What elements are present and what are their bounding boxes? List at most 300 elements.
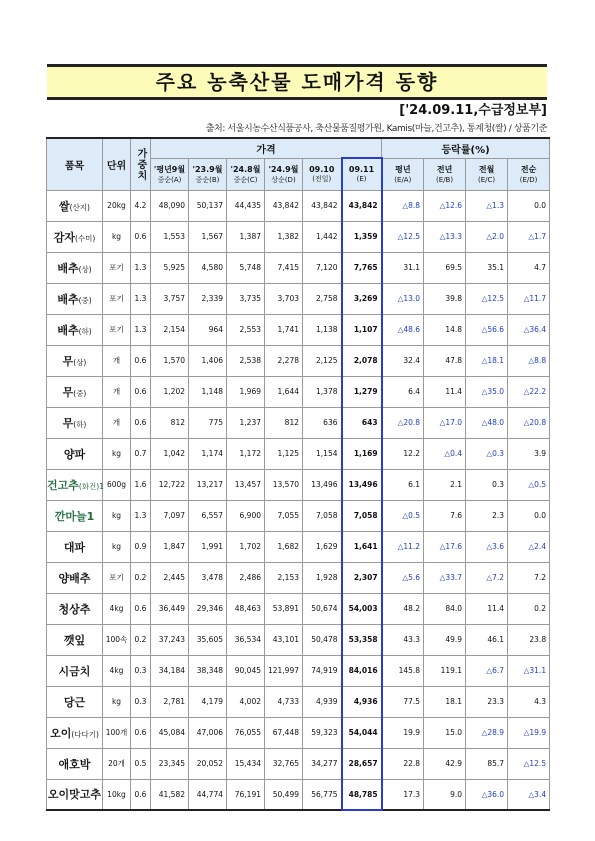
rate-cell: △0.3 [466,438,508,469]
rate-cell: △3.6 [466,531,508,562]
rate-cell: 17.3 [382,779,424,810]
item-sub: (화건)1 [78,481,105,491]
price-cell: 1,682 [265,531,303,562]
price-cell: 1,378 [303,376,342,407]
header-rate-line2: (E/D) [519,176,538,184]
price-cell: 1,237 [227,407,265,438]
item-name [47,717,103,748]
rate-cell: △20.8 [382,407,424,438]
unit-cell: 포기 [103,252,131,283]
table-row [47,407,550,438]
unit-cell: kg [103,221,131,252]
unit-cell: 20개 [103,748,131,779]
price-cell: 36,534 [227,624,265,655]
price-cell: 1,702 [227,531,265,562]
price-cell: 43,842 [265,190,303,221]
price-cell: 1,847 [151,531,189,562]
header-rate-line1: 전순 [520,165,537,174]
item-name [47,655,103,686]
price-cell: 38,348 [189,655,227,686]
rate-cell: 4.3 [508,686,550,717]
weight-cell: 4.2 [131,190,151,221]
table-row [47,562,550,593]
unit-cell: 10kg [103,779,131,810]
price-cell: 7,058 [342,500,382,531]
unit-cell: 20kg [103,190,131,221]
unit-cell: 포기 [103,562,131,593]
price-cell: 3,757 [151,283,189,314]
unit-cell: 600g [103,469,131,500]
rate-cell: 3.9 [508,438,550,469]
price-cell: 37,243 [151,624,189,655]
price-cell: 32,765 [265,748,303,779]
header-price-line1: '24.8월 [230,164,261,174]
rate-cell: 48.2 [382,593,424,624]
rate-cell: △0.5 [508,469,550,500]
price-cell: 4,002 [227,686,265,717]
price-cell: 121,997 [265,655,303,686]
price-cell: 13,217 [189,469,227,500]
item-sub: (중) [73,388,87,398]
item-name [47,779,103,810]
price-cell: 1,279 [342,376,382,407]
item-sub: (상) [73,357,87,367]
item-label: 깐마늘1 [54,509,95,523]
price-cell: 48,785 [342,779,382,810]
price-cell: 2,078 [342,345,382,376]
price-cell: 2,538 [227,345,265,376]
price-cell: 59,323 [303,717,342,748]
price-cell: 1,107 [342,314,382,345]
weight-cell: 1.3 [131,500,151,531]
price-cell: 1,641 [342,531,382,562]
rate-cell: 39.8 [424,283,466,314]
item-label: 무 [62,385,74,399]
item-name [47,562,103,593]
price-cell: 1,169 [342,438,382,469]
price-cell: 4,733 [265,686,303,717]
rate-cell: △0.5 [382,500,424,531]
header-rate-line2: (E/B) [436,176,454,184]
header-rate-line1: 전월 [478,165,495,174]
price-cell: 36,449 [151,593,189,624]
price-cell: 3,735 [227,283,265,314]
weight-cell: 0.5 [131,748,151,779]
header-rate-line1: 전년 [436,165,453,174]
unit-cell: 개 [103,345,131,376]
header-unit: 단위 [103,138,131,190]
item-label: 오이맛고추 [47,788,102,802]
unit-cell: 4kg [103,593,131,624]
price-cell: 50,674 [303,593,342,624]
rate-cell: △5.6 [382,562,424,593]
header-price-line1: '평년9월 [153,164,186,174]
price-cell: 1,042 [151,438,189,469]
item-sub: (수미) [74,233,96,243]
header-price-line1: '23.9월 [192,164,223,174]
price-cell: 1,570 [151,345,189,376]
header-price-col [227,158,265,190]
rate-cell: 7.6 [424,500,466,531]
weight-cell: 1.3 [131,252,151,283]
item-name [47,469,103,500]
price-cell: 2,153 [265,562,303,593]
price-cell: 47,006 [189,717,227,748]
item-name [47,748,103,779]
header-price-line2: 중순(C) [233,175,258,184]
rate-cell: 145.8 [382,655,424,686]
header-rate-line2: (E/C) [478,176,496,184]
rate-cell: △12.5 [466,283,508,314]
weight-cell: 0.7 [131,438,151,469]
price-cell: 1,387 [227,221,265,252]
rate-cell: △19.9 [508,717,550,748]
price-cell: 4,939 [303,686,342,717]
price-table [46,137,550,811]
price-cell: 2,486 [227,562,265,593]
item-name [47,686,103,717]
rate-cell: 85.7 [466,748,508,779]
item-label: 청상추 [58,602,91,616]
price-cell: 6,557 [189,500,227,531]
weight-cell: 0.6 [131,593,151,624]
price-cell: 53,358 [342,624,382,655]
price-cell: 45,084 [151,717,189,748]
item-sub: (하) [73,419,87,429]
item-sub: (중) [78,295,92,305]
price-cell: 29,346 [189,593,227,624]
rate-cell: △48.0 [466,407,508,438]
price-cell: 2,125 [303,345,342,376]
price-cell: 1,174 [189,438,227,469]
rate-cell: △36.4 [508,314,550,345]
rate-cell: △12.6 [424,190,466,221]
weight-cell: 0.6 [131,221,151,252]
price-cell: 1,382 [265,221,303,252]
rate-cell: 23.3 [466,686,508,717]
price-cell: 964 [189,314,227,345]
unit-cell: kg [103,500,131,531]
item-label: 당근 [63,695,86,709]
price-cell: 812 [265,407,303,438]
rate-cell: △17.6 [424,531,466,562]
rate-cell: 119.1 [424,655,466,686]
item-name [47,345,103,376]
header-rate-group: 등락률(%) [382,138,550,158]
item-name [47,283,103,314]
header-price-col [303,158,342,190]
rate-cell: 0.0 [508,190,550,221]
rate-cell: 23.8 [508,624,550,655]
price-cell: 1,991 [189,531,227,562]
item-label: 배추 [57,323,79,337]
header-price-line2: 상순(D) [271,175,296,184]
unit-cell: 포기 [103,283,131,314]
header-rate-col [382,158,424,190]
header-rate-line1: 평년 [395,165,411,174]
rate-cell: △12.5 [508,748,550,779]
rate-cell: △13.3 [424,221,466,252]
price-cell: 7,415 [265,252,303,283]
price-cell: 636 [303,407,342,438]
table-row [47,283,550,314]
unit-cell: 4kg [103,655,131,686]
price-cell: 90,045 [227,655,265,686]
item-label: 무 [62,354,74,368]
weight-cell: 0.6 [131,376,151,407]
price-cell: 1,969 [227,376,265,407]
price-cell: 43,101 [265,624,303,655]
rate-cell: 6.1 [382,469,424,500]
rate-cell: △1.7 [508,221,550,252]
header-price-col [189,158,227,190]
price-cell: 54,044 [342,717,382,748]
rate-cell: 9.0 [424,779,466,810]
header-item: 품목 [47,138,103,190]
price-cell: 54,003 [342,593,382,624]
price-cell: 48,090 [151,190,189,221]
rate-cell: 31.1 [382,252,424,283]
item-name [47,190,103,221]
rate-cell: △3.4 [508,779,550,810]
price-cell: 1,629 [303,531,342,562]
price-cell: 1,359 [342,221,382,252]
table-row [47,624,550,655]
price-cell: 4,179 [189,686,227,717]
header-price-group: 가격 [151,138,382,158]
item-label: 배추 [57,292,79,306]
rate-cell: △2.0 [466,221,508,252]
price-cell: 50,478 [303,624,342,655]
item-sub: (상) [78,264,92,274]
header-price-line1: 09.11 [348,165,375,175]
weight-cell: 0.3 [131,686,151,717]
weight-cell: 0.9 [131,531,151,562]
price-cell: 1,202 [151,376,189,407]
price-cell: 41,582 [151,779,189,810]
price-cell: 1,148 [189,376,227,407]
price-cell: 43,842 [303,190,342,221]
rate-cell: 12.2 [382,438,424,469]
price-cell: 44,774 [189,779,227,810]
price-cell: 1,406 [189,345,227,376]
unit-cell: 개 [103,407,131,438]
rate-cell: △18.1 [466,345,508,376]
header-rate-col [424,158,466,190]
price-cell: 1,553 [151,221,189,252]
item-name [47,593,103,624]
table-row [47,500,550,531]
price-cell: 2,758 [303,283,342,314]
price-cell: 13,457 [227,469,265,500]
price-cell: 2,553 [227,314,265,345]
rate-cell: △6.7 [466,655,508,686]
rate-cell: 46.1 [466,624,508,655]
table-row [47,469,550,500]
department-date: ['24.09.11,수급정보부] [399,103,547,118]
header-price-line1: 09.10 [309,164,335,174]
price-cell: 3,478 [189,562,227,593]
rate-cell: 4.7 [508,252,550,283]
item-sub: (하) [78,326,92,336]
price-cell: 1,644 [265,376,303,407]
price-cell: 13,496 [342,469,382,500]
rate-cell: △12.5 [382,221,424,252]
rate-cell: △28.9 [466,717,508,748]
item-label: 대파 [63,540,86,554]
rate-cell: △20.8 [508,407,550,438]
source-note: 출처: 서울시농수산식품공사, 축산물품질평가원, Kamis(마늘,건고추), 통계청(쌀) / 상품기준 [205,124,547,134]
price-cell: 643 [342,407,382,438]
weight-cell: 1.3 [131,283,151,314]
rate-cell: △7.2 [466,562,508,593]
rate-cell: 35.1 [466,252,508,283]
rate-cell: 11.4 [424,376,466,407]
item-label: 배추 [57,261,79,275]
header-price-line2: 중순(B) [195,175,220,184]
price-cell: 23,345 [151,748,189,779]
header-price-col [265,158,303,190]
price-cell: 84,016 [342,655,382,686]
rate-cell: △2.4 [508,531,550,562]
price-cell: 50,499 [265,779,303,810]
price-cell: 2,339 [189,283,227,314]
price-cell: 35,605 [189,624,227,655]
price-cell: 48,463 [227,593,265,624]
rate-cell: 22.8 [382,748,424,779]
price-cell: 5,748 [227,252,265,283]
price-cell: 1,138 [303,314,342,345]
price-cell: 1,741 [265,314,303,345]
weight-cell: 1.3 [131,314,151,345]
rate-cell: 49.9 [424,624,466,655]
unit-cell: kg [103,531,131,562]
rate-cell: 0.0 [508,500,550,531]
rate-cell: 15.0 [424,717,466,748]
table-row [47,531,550,562]
price-cell: 3,703 [265,283,303,314]
price-cell: 28,657 [342,748,382,779]
price-cell: 2,781 [151,686,189,717]
item-name [47,252,103,283]
rate-cell: △48.6 [382,314,424,345]
rate-cell: △56.6 [466,314,508,345]
item-sub: (다다기) [71,729,99,739]
unit-cell: 100개 [103,717,131,748]
item-label: 쌀 [59,199,70,213]
rate-cell: 2.3 [466,500,508,531]
item-label: 오이 [50,726,72,740]
rate-cell: 11.4 [466,593,508,624]
price-cell: 812 [151,407,189,438]
rate-cell: △1.3 [466,190,508,221]
table-row [47,221,550,252]
unit-cell: kg [103,686,131,717]
table-row [47,376,550,407]
price-cell: 15,434 [227,748,265,779]
price-cell: 1,567 [189,221,227,252]
rate-cell: △36.0 [466,779,508,810]
rate-cell: 6.4 [382,376,424,407]
item-name [47,438,103,469]
rate-cell: 84.0 [424,593,466,624]
price-cell: 34,277 [303,748,342,779]
price-cell: 1,172 [227,438,265,469]
rate-cell: △8.8 [382,190,424,221]
table-row [47,438,550,469]
weight-cell: 0.6 [131,717,151,748]
unit-cell: 개 [103,376,131,407]
price-cell: 7,097 [151,500,189,531]
table-row [47,655,550,686]
rate-cell: △11.2 [382,531,424,562]
price-cell: 74,919 [303,655,342,686]
price-cell: 20,052 [189,748,227,779]
price-cell: 53,891 [265,593,303,624]
item-label: 감자 [53,230,75,244]
price-cell: 7,058 [303,500,342,531]
rate-cell: △35.0 [466,376,508,407]
weight-cell: 0.6 [131,779,151,810]
price-cell: 76,055 [227,717,265,748]
rate-cell: △17.0 [424,407,466,438]
price-cell: 44,435 [227,190,265,221]
table-row [47,748,550,779]
price-cell: 1,928 [303,562,342,593]
item-name [47,531,103,562]
item-label: 무 [62,416,74,430]
weight-cell: 1.6 [131,469,151,500]
table-row [47,686,550,717]
rate-cell: 18.1 [424,686,466,717]
weight-cell: 0.2 [131,624,151,655]
rate-cell: △33.7 [424,562,466,593]
weight-cell: 0.6 [131,345,151,376]
rate-cell: △8.8 [508,345,550,376]
table-row [47,345,550,376]
rate-cell: 2.1 [424,469,466,500]
rate-cell: 77.5 [382,686,424,717]
rate-cell: △0.4 [424,438,466,469]
header-price-line2: (전일) [312,174,332,183]
price-cell: 2,307 [342,562,382,593]
table-row [47,314,550,345]
price-cell: 7,055 [265,500,303,531]
price-cell: 76,191 [227,779,265,810]
rate-cell: 69.5 [424,252,466,283]
price-cell: 67,448 [265,717,303,748]
price-cell: 6,900 [227,500,265,531]
item-name [47,500,103,531]
rate-cell: △31.1 [508,655,550,686]
item-name [47,376,103,407]
table-row [47,593,550,624]
rate-cell: 0.2 [508,593,550,624]
item-label: 깻잎 [63,633,86,647]
price-cell: 2,445 [151,562,189,593]
price-cell: 5,925 [151,252,189,283]
price-cell: 43,842 [342,190,382,221]
price-cell: 3,269 [342,283,382,314]
rate-cell: △13.0 [382,283,424,314]
weight-cell: 0.3 [131,655,151,686]
header-price-col [342,158,382,190]
price-cell: 7,120 [303,252,342,283]
header-rate-col [466,158,508,190]
price-cell: 1,125 [265,438,303,469]
header-price-line2: 중순(A) [157,175,182,184]
price-cell: 13,496 [303,469,342,500]
